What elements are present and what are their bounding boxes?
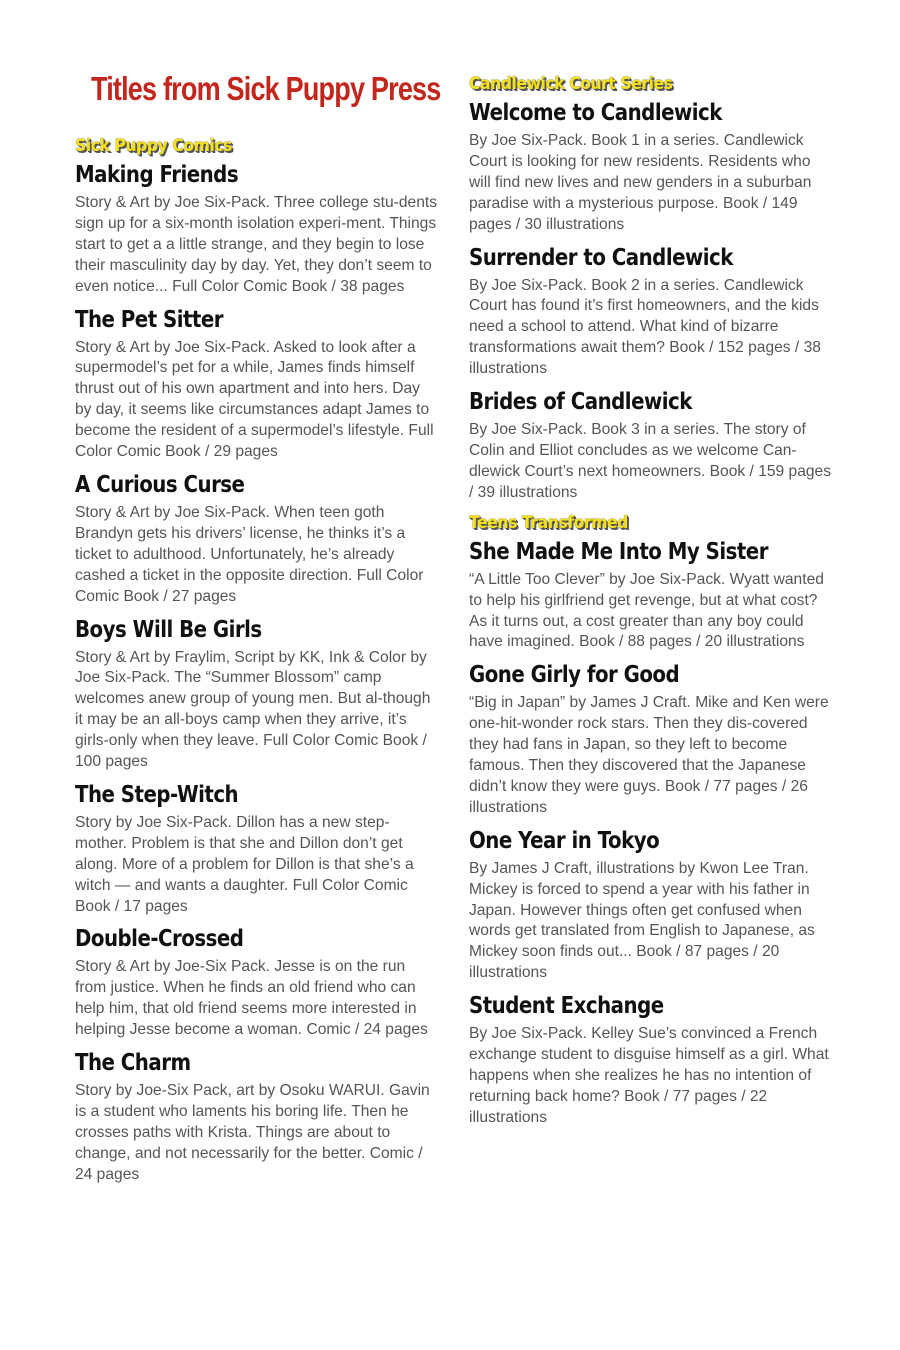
section-header-candlewick-court: Candlewick Court Series [469,74,673,94]
right-column [469,72,834,1136]
book-title: A Curious Curse [75,471,245,498]
book-description: By Joe Six-Pack. Book 3 in a series. The story of Colin and Elliot concludes as we welcome Can-dlewick Court’s next homeowners. Book / 159 pages / 39 illustrations [469,421,832,501]
book-description: Story by Joe-Six Pack, art by Osoku WARUI. Gavin is a student who laments his boring life. Then he crosses paths with Krista. Things are about to change, and not necessarily for the better. Comic / 24 pages [75,1082,430,1183]
book-description: Story & Art by Joe-Six Pack. Jesse is on the run from justice. When he finds an old friend who can help him, that old friend seems more interested in helping Jesse become a woman. Comic / 24 pages [75,958,428,1039]
book-entry [469,243,834,381]
book-description: “Big in Japan” by James J Craft. Mike and Ken were one-hit-wonder rock stars. Then they dis-covered they had fans in Japan, so they left to become famous. Then they discovered that the Japanese didn’t know they were guys. Book / 77 pages / 26 illustrations [469,694,829,816]
book-entry [469,660,834,818]
book-entry [75,780,440,918]
book-title: Gone Girly for Good [469,662,680,689]
book-title: Surrender to Candlewick [469,244,733,271]
book-description: “A Little Too Clever” by Joe Six-Pack. Wyatt wanted to help his girlfriend get revenge, but at what cost? As it turns out, a cost greater than any boy could have imagined. Book / 88 pages / 20 illustrations [469,570,824,651]
book-entry [469,537,834,654]
book-description: Story & Art by Joe Six-Pack. Asked to look after a supermodel’s pet for a while, James finds himself thrust out of his own apartment and into hers. Day by day, it seems like circumstances adapt James to become the resident of a supermodel’s lifestyle. Full Color Comic Book / 29 pages [75,338,434,461]
book-entry [469,826,834,984]
book-entry [75,615,440,773]
book-title: The Step-Witch [75,781,239,808]
book-description: By James J Craft, illustrations by Kwon Lee Tran. Mickey is forced to spend a year with his father in Japan. However things often get confused when words get translated from English to Japanese, as Mickey soon finds out... Book / 87 pages / 20 illustrations [469,859,815,982]
book-description: Story & Art by Joe Six-Pack. Three college stu-dents sign up for a six-month isolation experi-ment. Things start to get a a little strange, and they begin to lose their masculinity day by day. Yet, they don’t seem to even notice... Full Color Comic Book / 38 pages [75,194,437,295]
book-title: Brides of Candlewick [469,389,692,416]
section-header-sick-puppy-comics: Sick Puppy Comics [75,136,233,156]
book-title: She Made Me Into My Sister [469,538,768,565]
book-entry [469,387,834,504]
page-title: Titles from Sick Puppy Press [91,70,441,107]
book-entry [75,924,440,1041]
left-column [75,134,440,1193]
book-entry [75,160,440,298]
book-description: By Joe Six-Pack. Kelley Sue’s convinced a French exchange student to disguise himself as a girl. What happens when she realizes he has no intention of returning back home? Book / 77 pages / 22 illustrations [469,1025,829,1126]
book-title: Double-Crossed [75,926,244,953]
book-entry [75,305,440,463]
book-title: The Charm [75,1050,191,1077]
book-description: Story & Art by Joe Six-Pack. When teen goth Brandyn gets his drivers’ license, he thinks it’s a ticket to adulthood. Unfortunately, he’s already cashed a ticket in the opposite direction. Full Color Comic Book / 27 pages [75,503,424,605]
book-title: One Year in Tokyo [469,827,660,854]
book-title: Student Exchange [469,993,664,1020]
book-entry [75,470,440,608]
book-description: Story & Art by Fraylim, Script by KK, Ink & Color by Joe Six-Pack. The “Summer Blossom” camp welcomes anew group of young men. But al-though it may be an all-boys camp when they arrive, it’s girls-only when they leave. Full Color Comic Book / 100 pages [75,648,431,771]
book-title: The Pet Sitter [75,306,224,333]
book-title: Making Friends [75,162,239,188]
book-entry [469,991,834,1129]
book-entry [469,98,834,236]
book-description: By Joe Six-Pack. Book 1 in a series. Candlewick Court is looking for new residents. Residents who will find new lives and new genders in a suburban paradise with a mysterious purpose. Book / 149 pages / 30 illustrations [469,132,812,233]
section-header-teens-transformed: Teens Transformed [469,512,628,533]
book-title: Boys Will Be Girls [75,616,262,643]
book-description: By Joe Six-Pack. Book 2 in a series. Candlewick Court has found it’s first homeowners, and the kids need a school to attend. What kind of bizarre transformations await them? Book / 152 pages / 38 illustrations [469,276,821,378]
book-entry [75,1048,440,1186]
book-title: Welcome to Candlewick [469,100,722,126]
book-description: Story by Joe Six-Pack. Dillon has a new step-mother. Problem is that she and Dillon don’t get along. More of a problem for Dillon is that she’s a witch — and wants a daughter. Full Color Comic Book / 17 pages [75,813,414,915]
